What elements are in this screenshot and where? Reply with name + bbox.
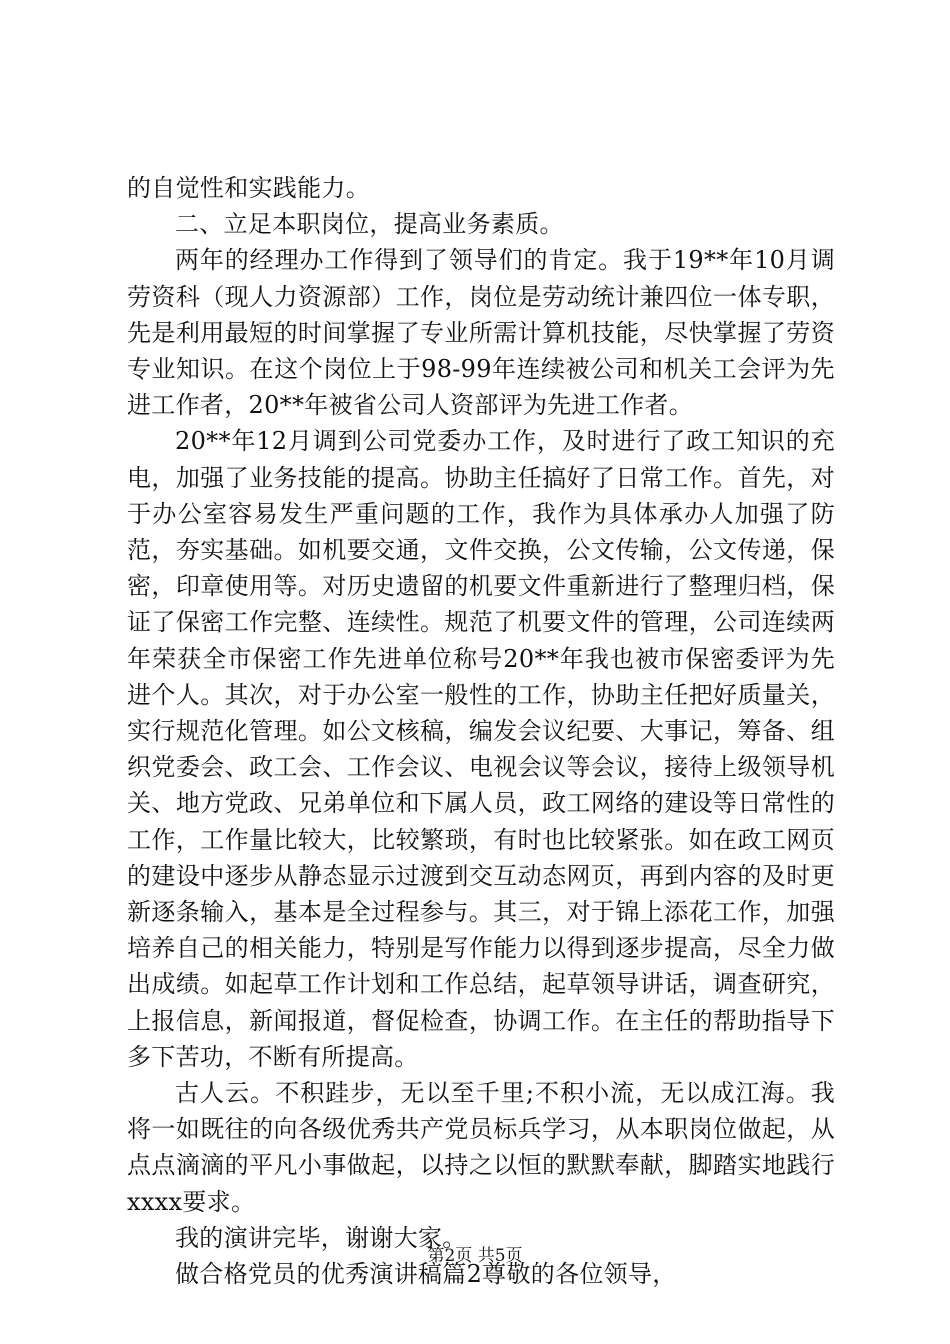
paragraph-6: 我的演讲完毕，谢谢大家。 <box>175 1223 467 1252</box>
paragraph-5: 古人云。不积跬步，无以至千里;不积小流，无以成江海。我将一如既往的向各级优秀共产党员标兵学习，从本职岗位做起，从点点滴滴的平凡小事做起，以持之以恒的默默奉献，脚踏实地践行xxxx要求。 <box>127 1079 835 1216</box>
paragraph-2: 二、立足本职岗位，提高业务素质。 <box>175 210 564 239</box>
paragraph-1: 的自觉性和实践能力。 <box>127 174 370 202</box>
paragraph-4: 20**年12月调到公司党委办工作，及时进行了政工知识的充电，加强了业务技能的提高。协助主任搞好了日常工作。首先，对于办公室容易发生严重问题的工作，我作为具体承办人加强了防范，夯实基础。如机要交通，文件交换，公文传输，公文传递，保密，印章使用等。对历史遗留的机要文件重新进行了整理归档，保证了保密工作完整、连续性。规范了机要文件的管理，公司连续两年荣获全市保密工作先进单位称号20**年我也被市保密委评为先进个人。其次，对于办公室一般性的工作，协助主任把好质量关，实行规范化管理。如公文核稿，编发会议纪要、大事记，筹备、组织党委会、政工会、工作会议、电视会议等会议，接待上级领导机关、地方党政、兄弟单位和下属人员，政工网络的建设等日常性的工作，工作量比较大，比较繁琐，有时也比较紧张。如在政工网页的建设中逐步从静态显示过渡到交互动态网页，再到内容的及时更新逐条输入，基本是全过程参与。其三，对于锦上添花工作，加强培养自己的相关能力，特别是写作能力以得到逐步提高，尽全力做出成绩。如起草工作计划和工作总结，起草领导讲话，调查研究，上报信息，新闻报道，督促检查，协调工作。在主任的帮助指导下多下苦功，不断有所提高。 <box>127 427 835 1071</box>
page-number-label: 第2页 共5页 <box>427 1246 523 1266</box>
paragraph-7: 做合格党员的优秀演讲稿篇2尊敬的各位领导， <box>175 1260 677 1289</box>
document-body <box>127 170 835 1292</box>
paragraph-3: 两年的经理办工作得到了领导们的肯定。我于19**年10月调劳资科（现人力资源部）工作，岗位是劳动统计兼四位一体专职，先是利用最短的时间掌握了专业所需计算机技能，尽快掌握了劳资专业知识。在这个岗位上于98-99年连续被公司和机关工会评为先进工作者，20**年被省公司人资部评为先进工作者。 <box>127 246 835 420</box>
page-footer <box>0 1245 950 1267</box>
